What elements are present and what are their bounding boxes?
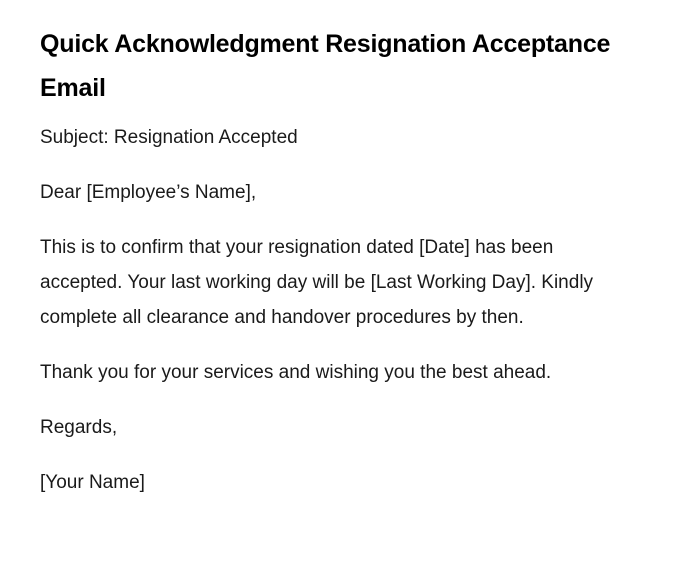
email-signature: [Your Name] [40,472,145,493]
email-thanks: Thank you for your services and wishing you the best ahead. [40,362,552,383]
email-greeting: Dear [Employee’s Name], [40,182,257,203]
email-closing: Regards, [40,417,118,438]
email-subject: Subject: Resignation Accepted [40,127,298,148]
email-body: This is to confirm that your resignation dated [Date] has been accepted. Your last working day will be [Last Working Day]. Kindly complete all clearance and handover procedures by then. [40,237,594,328]
document-title: Quick Acknowledgment Resignation Acceptance Email [40,30,611,102]
